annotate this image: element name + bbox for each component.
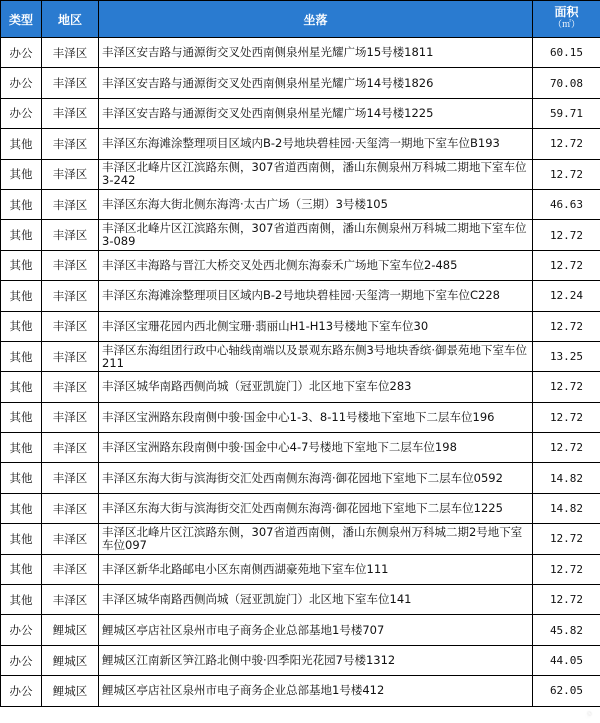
cell-location: 丰泽区城华南路西侧尚城（冠亚凯旋门）北区地下室车位283 bbox=[99, 372, 533, 402]
cell-area: 46.63 bbox=[533, 189, 600, 219]
cell-location: 丰泽区东海滩涂整理项目区域内B-2号地块碧桂园·天玺湾一期地下室车位C228 bbox=[99, 281, 533, 311]
cell-location: 鲤城区江南新区笋江路北侧中骏·四季阳光花园7号楼1312 bbox=[99, 645, 533, 675]
cell-location: 丰泽区东海滩涂整理项目区域内B-2号地块碧桂园·天玺湾一期地下室车位B193 bbox=[99, 129, 533, 159]
cell-type: 其他 bbox=[1, 220, 42, 250]
table-row bbox=[1, 524, 600, 554]
table-row bbox=[1, 402, 600, 432]
cell-district: 丰泽区 bbox=[42, 493, 99, 523]
cell-location: 鲤城区亭店社区泉州市电子商务企业总部基地1号楼412 bbox=[99, 676, 533, 706]
cell-type: 其他 bbox=[1, 554, 42, 584]
cell-location: 丰泽区东海大街北侧东海湾·太古广场（三期）3号楼105 bbox=[99, 189, 533, 219]
cell-district: 鲤城区 bbox=[42, 676, 99, 706]
cell-type: 其他 bbox=[1, 585, 42, 615]
cell-area: 12.72 bbox=[533, 585, 600, 615]
cell-area: 59.71 bbox=[533, 98, 600, 128]
cell-type: 办公 bbox=[1, 645, 42, 675]
cell-district: 丰泽区 bbox=[42, 341, 99, 371]
header-type: 类型 bbox=[1, 1, 42, 38]
cell-district: 丰泽区 bbox=[42, 402, 99, 432]
cell-district: 丰泽区 bbox=[42, 463, 99, 493]
table-header-row bbox=[1, 1, 600, 38]
cell-district: 丰泽区 bbox=[42, 585, 99, 615]
cell-area: 12.72 bbox=[533, 433, 600, 463]
cell-location: 丰泽区安吉路与通源街交叉处西南侧泉州星光耀广场14号楼1826 bbox=[99, 68, 533, 98]
cell-location: 丰泽区安吉路与通源街交叉处西南侧泉州星光耀广场14号楼1225 bbox=[99, 98, 533, 128]
cell-area: 44.05 bbox=[533, 645, 600, 675]
table-row bbox=[1, 554, 600, 584]
cell-district: 丰泽区 bbox=[42, 281, 99, 311]
cell-district: 丰泽区 bbox=[42, 159, 99, 189]
cell-location: 丰泽区丰海路与晋江大桥交叉处西北侧东海泰禾广场地下室车位2-485 bbox=[99, 250, 533, 280]
table-row bbox=[1, 615, 600, 645]
cell-area: 60.15 bbox=[533, 38, 600, 68]
cell-type: 办公 bbox=[1, 98, 42, 128]
cell-location: 丰泽区宝洲路东段南侧中骏·国金中心1-3、8-11号楼地下室地下二层车位196 bbox=[99, 402, 533, 432]
table-row bbox=[1, 676, 600, 706]
cell-area: 70.08 bbox=[533, 68, 600, 98]
cell-area: 14.82 bbox=[533, 463, 600, 493]
cell-area: 12.72 bbox=[533, 402, 600, 432]
cell-location: 丰泽区东海组团行政中心轴线南端以及景观东路东侧3号地块香缤·御景苑地下室车位211 bbox=[99, 341, 533, 371]
table-row bbox=[1, 220, 600, 250]
cell-area: 12.72 bbox=[533, 159, 600, 189]
cell-type: 其他 bbox=[1, 463, 42, 493]
cell-location: 丰泽区北峰片区江滨路东侧，307省道西南侧，潘山东侧泉州万科城二期地下室车位3-089 bbox=[99, 220, 533, 250]
watermark-logo: ◔ bbox=[584, 707, 592, 721]
cell-location: 丰泽区东海大街与滨海街交汇处西南侧东海湾·御花园地下室地下二层车位0592 bbox=[99, 463, 533, 493]
table-row bbox=[1, 311, 600, 341]
cell-location: 丰泽区东海大街与滨海街交汇处西南侧东海湾·御花园地下室地下二层车位1225 bbox=[99, 493, 533, 523]
cell-area: 12.24 bbox=[533, 281, 600, 311]
cell-type: 其他 bbox=[1, 189, 42, 219]
header-location: 坐落 bbox=[99, 1, 533, 38]
cell-district: 丰泽区 bbox=[42, 129, 99, 159]
cell-district: 丰泽区 bbox=[42, 311, 99, 341]
table-row bbox=[1, 645, 600, 675]
cell-district: 鲤城区 bbox=[42, 645, 99, 675]
header-district: 地区 bbox=[42, 1, 99, 38]
table-row bbox=[1, 68, 600, 98]
cell-district: 丰泽区 bbox=[42, 524, 99, 554]
table-row bbox=[1, 493, 600, 523]
cell-type: 办公 bbox=[1, 68, 42, 98]
cell-area: 12.72 bbox=[533, 311, 600, 341]
cell-district: 丰泽区 bbox=[42, 372, 99, 402]
cell-type: 其他 bbox=[1, 159, 42, 189]
table-row bbox=[1, 189, 600, 219]
cell-type: 其他 bbox=[1, 341, 42, 371]
table-row bbox=[1, 585, 600, 615]
cell-type: 办公 bbox=[1, 676, 42, 706]
table-row bbox=[1, 372, 600, 402]
cell-area: 14.82 bbox=[533, 493, 600, 523]
cell-area: 12.72 bbox=[533, 220, 600, 250]
cell-location: 鲤城区亭店社区泉州市电子商务企业总部基地1号楼707 bbox=[99, 615, 533, 645]
table-row bbox=[1, 463, 600, 493]
cell-area: 45.82 bbox=[533, 615, 600, 645]
cell-district: 丰泽区 bbox=[42, 189, 99, 219]
cell-type: 其他 bbox=[1, 311, 42, 341]
cell-district: 丰泽区 bbox=[42, 98, 99, 128]
cell-area: 12.72 bbox=[533, 250, 600, 280]
table-row bbox=[1, 38, 600, 68]
table-row bbox=[1, 159, 600, 189]
cell-type: 其他 bbox=[1, 433, 42, 463]
cell-district: 丰泽区 bbox=[42, 38, 99, 68]
cell-district: 丰泽区 bbox=[42, 68, 99, 98]
cell-district: 丰泽区 bbox=[42, 250, 99, 280]
table-row bbox=[1, 281, 600, 311]
cell-type: 其他 bbox=[1, 372, 42, 402]
cell-type: 其他 bbox=[1, 281, 42, 311]
cell-type: 其他 bbox=[1, 493, 42, 523]
cell-type: 其他 bbox=[1, 250, 42, 280]
cell-location: 丰泽区城华南路西侧尚城（冠亚凯旋门）北区地下室车位141 bbox=[99, 585, 533, 615]
cell-location: 丰泽区安吉路与通源街交叉处西南侧泉州星光耀广场15号楼1811 bbox=[99, 38, 533, 68]
cell-type: 其他 bbox=[1, 524, 42, 554]
cell-area: 13.25 bbox=[533, 341, 600, 371]
table-row bbox=[1, 433, 600, 463]
cell-area: 12.72 bbox=[533, 129, 600, 159]
cell-location: 丰泽区北峰片区江滨路东侧，307省道西南侧，潘山东侧泉州万科城二期2号地下室车位097 bbox=[99, 524, 533, 554]
cell-district: 鲤城区 bbox=[42, 615, 99, 645]
header-area-unit: （㎡） bbox=[552, 20, 580, 30]
cell-location: 丰泽区宝洲路东段南侧中骏·国金中心4-7号楼地下室地下二层车位198 bbox=[99, 433, 533, 463]
cell-type: 其他 bbox=[1, 402, 42, 432]
cell-area: 12.72 bbox=[533, 372, 600, 402]
table-row bbox=[1, 250, 600, 280]
table-row bbox=[1, 98, 600, 128]
cell-location: 丰泽区新华北路邮电小区东南侧西湖豪苑地下室车位111 bbox=[99, 554, 533, 584]
cell-area: 12.72 bbox=[533, 554, 600, 584]
header-area-label: 面积 bbox=[554, 5, 579, 19]
cell-type: 办公 bbox=[1, 38, 42, 68]
cell-type: 其他 bbox=[1, 129, 42, 159]
cell-location: 丰泽区宝珊花园内西北侧宝珊·翡丽山H1-H13号楼地下室车位30 bbox=[99, 311, 533, 341]
table-row bbox=[1, 129, 600, 159]
cell-district: 丰泽区 bbox=[42, 220, 99, 250]
header-area bbox=[533, 1, 600, 38]
table-body bbox=[1, 38, 600, 707]
cell-type: 办公 bbox=[1, 615, 42, 645]
cell-district: 丰泽区 bbox=[42, 554, 99, 584]
cell-area: 12.72 bbox=[533, 524, 600, 554]
cell-location: 丰泽区北峰片区江滨路东侧，307省道西南侧，潘山东侧泉州万科城二期地下室车位3-242 bbox=[99, 159, 533, 189]
cell-district: 丰泽区 bbox=[42, 433, 99, 463]
table-row bbox=[1, 341, 600, 371]
cell-area: 62.05 bbox=[533, 676, 600, 706]
